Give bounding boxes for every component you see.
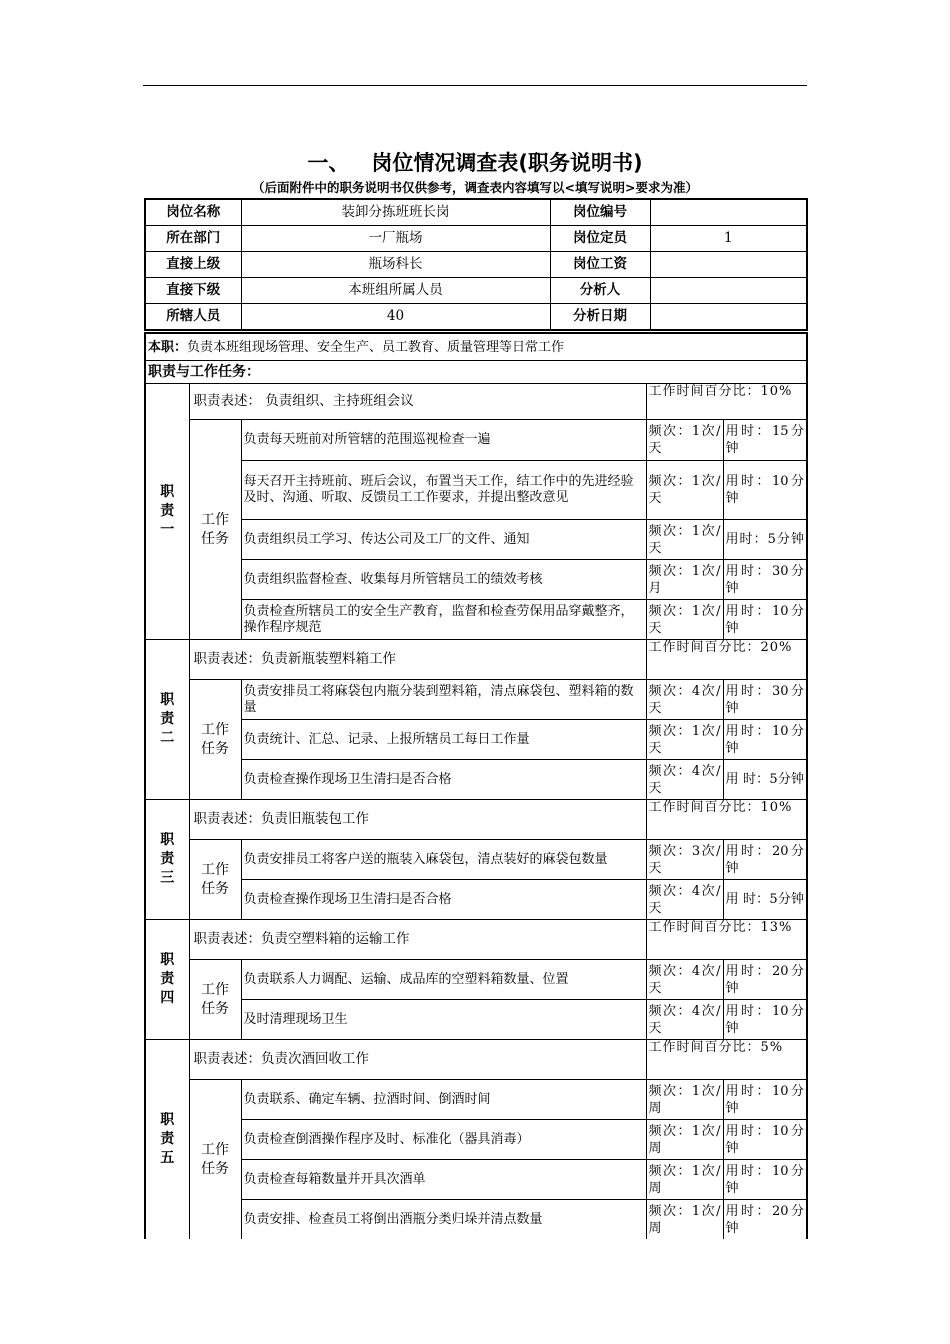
time-percentage: 工作时间百分比：20%: [646, 640, 807, 680]
label-position-code: 岗位编号: [550, 199, 650, 226]
task-frequency: 频次：1次/天: [646, 420, 723, 461]
time-percentage: 工作时间百分比：5%: [646, 1040, 807, 1080]
task-label: 工作 任务: [189, 960, 241, 1040]
label-staff-count: 所辖人员: [145, 304, 241, 331]
task-frequency: 频次：4次/天: [646, 880, 723, 920]
task-row: [145, 880, 807, 920]
task-row: [145, 420, 807, 461]
label-headcount: 岗位定员: [550, 226, 650, 252]
value-subordinates: 本班组所属人员: [241, 278, 550, 304]
task-duration: 用 时：5分钟: [723, 880, 807, 920]
info-row: [145, 199, 807, 226]
task-label: 工作 任务: [189, 680, 241, 800]
duty-description: 职责表述：负责次酒回收工作: [189, 1040, 646, 1080]
task-text: 负责检查倒酒操作程序及时、标准化（器具消毒）: [241, 1120, 646, 1160]
task-row: [145, 1080, 807, 1120]
task-frequency: 频次：1次/天: [646, 461, 723, 520]
duty-name: 职 责 五: [145, 1040, 189, 1240]
task-frequency: 频次：1次/周: [646, 1160, 723, 1200]
label-analyst: 分析人: [550, 278, 650, 304]
duties-table: [144, 332, 808, 1239]
task-frequency: 频次：1次/月: [646, 560, 723, 600]
task-duration: 用时：20分钟: [723, 1200, 807, 1240]
task-duration: 用时：5分钟: [723, 520, 807, 560]
task-text: 负责检查操作现场卫生清扫是否合格: [241, 880, 646, 920]
label-position-name: 岗位名称: [145, 199, 241, 226]
info-row: [145, 278, 807, 304]
task-text: 负责组织员工学习、传达公司及工厂的文件、通知: [241, 520, 646, 560]
task-duration: 用时：10分钟: [723, 1080, 807, 1120]
task-row: [145, 680, 807, 720]
main-duty-cell: [145, 333, 807, 361]
value-position-code: [650, 199, 807, 226]
duty-row: [145, 384, 807, 420]
duties-header: 职责与工作任务：: [145, 361, 807, 384]
task-frequency: 频次：4次/天: [646, 960, 723, 1000]
value-supervisor: 瓶场科长: [241, 252, 550, 278]
task-row: [145, 461, 807, 520]
duty-row: [145, 800, 807, 840]
task-row: [145, 960, 807, 1000]
value-analyst: [650, 278, 807, 304]
task-text: 负责联系人力调配、运输、成品库的空塑料箱数量、位置: [241, 960, 646, 1000]
main-duty-row: [145, 333, 807, 361]
task-duration: 用时：10分钟: [723, 1160, 807, 1200]
task-frequency: 频次：4次/ 天: [646, 1000, 723, 1040]
task-frequency: 频次：1次/天: [646, 600, 723, 640]
task-duration: 用时：30分钟: [723, 680, 807, 720]
duty-row: [145, 1040, 807, 1080]
task-text: 负责检查操作现场卫生清扫是否合格: [241, 760, 646, 800]
label-analysis-date: 分析日期: [550, 304, 650, 331]
label-salary: 岗位工资: [550, 252, 650, 278]
task-row: [145, 600, 807, 640]
duty-description: 职责表述：负责新瓶装塑料箱工作: [189, 640, 646, 680]
position-info-table: [144, 198, 808, 331]
task-row: [145, 1000, 807, 1040]
task-text: 负责联系、确定车辆、拉酒时间、倒酒时间: [241, 1080, 646, 1120]
label-subordinates: 直接下级: [145, 278, 241, 304]
task-label: 工作 任务: [189, 840, 241, 920]
task-text: 负责检查每箱数量并开具次酒单: [241, 1160, 646, 1200]
info-row: [145, 252, 807, 278]
time-percentage: 工作时间百分比：10%: [646, 384, 807, 420]
task-duration: 用时：20分钟: [723, 960, 807, 1000]
task-row: [145, 1120, 807, 1160]
task-row: [145, 1160, 807, 1200]
task-duration: 用时：10分钟: [723, 1120, 807, 1160]
page-title: 一、 岗位情况调查表(职务说明书): [307, 151, 643, 175]
duty-name: 职 责 三: [145, 800, 189, 920]
main-duty-label: 本职：: [148, 339, 188, 355]
duty-row: [145, 920, 807, 960]
time-percentage: 工作时间百分比：10%: [646, 800, 807, 840]
task-duration: 用时：10分钟: [723, 1000, 807, 1040]
task-text: 负责统计、汇总、记录、上报所辖员工每日工作量: [241, 720, 646, 760]
task-text: 及时清理现场卫生: [241, 1000, 646, 1040]
task-text: 负责检查所辖员工的安全生产教育，监督和检查劳保用品穿戴整齐，操作程序规范: [241, 600, 646, 640]
header-rule: [143, 85, 807, 86]
duty-description: 职责表述： 负责组织、主持班组会议: [189, 384, 646, 420]
task-row: [145, 760, 807, 800]
task-text: 负责安排员工将客户送的瓶装入麻袋包，清点装好的麻袋包数量: [241, 840, 646, 880]
task-duration: 用时：10分钟: [723, 720, 807, 760]
duty-description: 职责表述：负责旧瓶装包工作: [189, 800, 646, 840]
main-duty-text: 负责本班组现场管理、安全生产、员工教育、质量管理等日常工作: [187, 339, 565, 355]
time-percentage: 工作时间百分比：13%: [646, 920, 807, 960]
task-row: [145, 560, 807, 600]
task-text: 负责安排、检查员工将倒出酒瓶分类归垛并清点数量: [241, 1200, 646, 1240]
task-frequency: 频次：3次/天: [646, 840, 723, 880]
task-duration: 用时：10分钟: [723, 461, 807, 520]
duty-row: [145, 640, 807, 680]
task-frequency: 频次：4次/ 天: [646, 760, 723, 800]
duty-name: 职 责 四: [145, 920, 189, 1040]
duty-description: 职责表述：负责空塑料箱的运输工作: [189, 920, 646, 960]
task-text: 负责安排员工将麻袋包内瓶分装到塑料箱，清点麻袋包、塑料箱的数量: [241, 680, 646, 720]
task-frequency: 频次：1次/周: [646, 1080, 723, 1120]
task-text: 负责组织监督检查、收集每月所管辖员工的绩效考核: [241, 560, 646, 600]
value-analysis-date: [650, 304, 807, 331]
task-duration: 用时：30分钟: [723, 560, 807, 600]
label-supervisor: 直接上级: [145, 252, 241, 278]
duties-header-row: [145, 361, 807, 384]
value-staff-count: 40: [241, 304, 550, 331]
task-row: [145, 1200, 807, 1240]
info-row: [145, 226, 807, 252]
duty-name: 职 责 一: [145, 384, 189, 640]
task-frequency: 频次：1次/天: [646, 720, 723, 760]
task-label: 工作 任务: [189, 1080, 241, 1240]
value-position-name: 装卸分拣班班长岗: [241, 199, 550, 226]
value-headcount: 1: [650, 226, 807, 252]
task-duration: 用时：15分钟: [723, 420, 807, 461]
task-label: 工作 任务: [189, 420, 241, 640]
task-duration: 用 时：5分钟: [723, 760, 807, 800]
task-duration: 用时：10分钟: [723, 600, 807, 640]
task-frequency: 频次：1次/周: [646, 1200, 723, 1240]
info-row: [145, 304, 807, 331]
duty-name: 职 责 二: [145, 640, 189, 800]
task-text: 负责每天班前对所管辖的范围巡视检查一遍: [241, 420, 646, 461]
task-row: [145, 720, 807, 760]
value-salary: [650, 252, 807, 278]
task-frequency: 频次：1次/天: [646, 520, 723, 560]
task-duration: 用时：20分钟: [723, 840, 807, 880]
task-frequency: 频次：1次/周: [646, 1120, 723, 1160]
task-frequency: 频次：4次/天: [646, 680, 723, 720]
task-row: [145, 840, 807, 880]
page-subtitle: （后面附件中的职务说明书仅供参考，调查表内容填写以<填写说明>要求为准）: [252, 180, 698, 195]
task-row: [145, 520, 807, 560]
value-department: 一厂瓶场: [241, 226, 550, 252]
label-department: 所在部门: [145, 226, 241, 252]
task-text: 每天召开主持班前、班后会议，布置当天工作，结工作中的先进经验及时、沟通、听取、反馈员工工作要求，并提出整改意见: [241, 461, 646, 520]
